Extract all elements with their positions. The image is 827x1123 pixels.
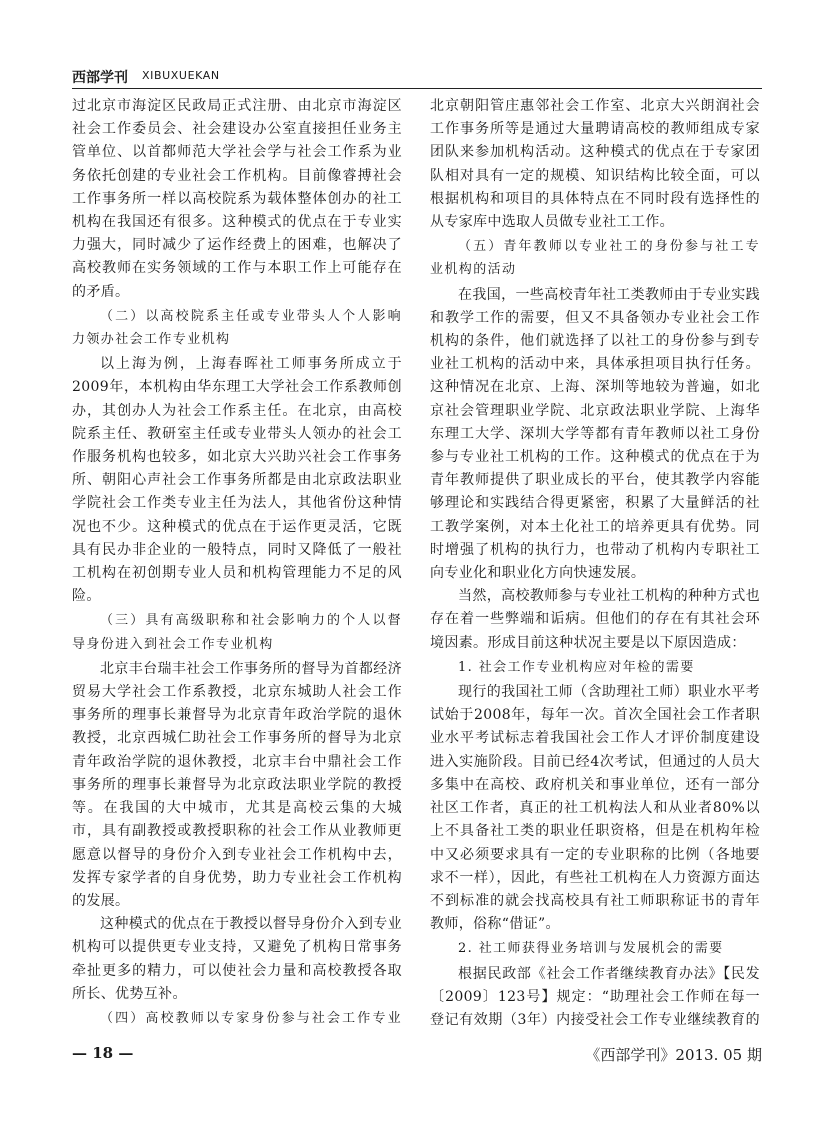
journal-name: 西部学刊 (72, 70, 128, 86)
section-subheading: 1. 社会工作专业机构应对年检的需要 (458, 659, 695, 675)
journal-issue: 《西部学刊》2013. 05 期 (585, 1046, 762, 1064)
section-subheading: 2. 社工师获得业务培训与发展机会的需要 (458, 941, 724, 957)
page-number: — 18 — (72, 1044, 134, 1062)
continued-paragraph: 过北京市海淀区民政局正式注册、由北京市海淀区社会工作委员会、社会建设办公室直接担任业务主管单位、以首都师范大学社会学与社会工作系为业务依托创建的专业社会工作机构。目前像睿搏社会工作事务所一样以高校院系为载体整体创办的社工机构在我国还有很多。这种模式的优点在于专业实力强大，同时减少了运作经费上的困难，也解决了高校教师在实务领域的工作与本职工作上可能存在的矛盾。 (72, 98, 402, 300)
journal-pinyin: XIBUXUEKAN (142, 69, 220, 82)
body-paragraph: 北京丰台瑞丰社会工作事务所的督导为首都经济贸易大学社会工作系教授，北京东城助人社会工作事务所的理事长兼督导为北京青年政治学院的退休教授，北京西城仁助社会工作事务所的督导为北京青年政治学院的退休教授，北京丰台中鼎社会工作事务所的理事长兼督导为北京政法职业学院的教授等。在我国的大中城市，尤其是高校云集的大城市，具有副教授或教授职称的社会工作从业教师更愿意以督导的身份介入到专业社会工作机构中去，发挥专家学者的自身优势，助力专业社会工作机构的发展。 (72, 660, 402, 909)
section-subheading: （五）青年教师以专业社工的身份参与社工专业机构的活动 (430, 239, 760, 278)
continued-paragraph: 北京朝阳管庄惠邻社会工作室、北京大兴朗润社会工作事务所等是通过大量聘请高校的教师组成专家团队来参加机构活动。这种模式的优点在于专家团队相对具有一定的规模、知识结构比较全面，可以根据机构和项目的具体特点在不同时段有选择性的从专家库中选取人员做专业社工工作。 (430, 98, 760, 231)
running-header (72, 66, 762, 89)
section-subheading: （四）高校教师以专家身份参与社会工作专业 (100, 1010, 402, 1026)
section-subheading: （三）具有高级职称和社会影响力的个人以督导身份进入到社会工作专业机构 (72, 613, 402, 652)
body-paragraph: 这种模式的优点在于教授以督导身份介入到专业机构可以提供更专业支持，又避免了机构日常事务牵扯更多的精力，可以使社会力量和高校教授各取所长、优势互补。 (72, 916, 402, 1002)
left-column (72, 95, 402, 1030)
body-paragraph: 根据民政部《社会工作者继续教育办法》【民发〔2009〕123号】规定：“助理社会工作师在每一登记有效期（3年）内接受社会工作专业继续教育的 (430, 965, 760, 1028)
section-subheading: （二）以高校院系主任或专业带头人个人影响力领办社会工作专业机构 (72, 308, 402, 348)
body-paragraph: 现行的我国社工师（含助理社工师）职业水平考试始于2008年，每年一次。首次全国社会工作者职业水平考试标志着我国社会工作人才评价制度建设进入实施阶段。目前已经4次考试，但通过的人员大多集中在高校、政府机关和事业单位，还有一部分社区工作者，真正的社工机构法人和从业者80%以上不具备社工类的职业任职资格，但是在机构年检中又必须要求具有一定的专业职称的比例（各地要求不一样），因此，有些社工机构在人力资源方面达不到标准的就会找高校具有社工师职称证书的青年教师，俗称“借证”。 (430, 684, 760, 933)
body-paragraph: 在我国，一些高校青年社工类教师由于专业实践和教学工作的需要，但又不具备领办专业社会工作机构的条件，他们就选择了以社工的身份参与到专业社工机构的活动中来，具体承担项目执行任务。这种情况在北京、上海、深圳等地较为普遍，如北京社会管理职业学院、北京政法职业学院、上海华东理工大学、深圳大学等都有青年教师以社工身份参与专业社工机构的工作。这种模式的优点在于为青年教师提供了职业成长的平台，使其教学内容能够理论和实践结合得更紧密，积累了大量鲜活的社工教学案例，对本土化社工的培养更具有优势。同时增强了机构的执行力，也带动了机构内专职社工向专业化和职业化方向快速发展。 (430, 286, 760, 582)
right-column (430, 95, 760, 1030)
body-paragraph: 当然，高校教师参与专业社工机构的种种方式也存在着一些弊端和诟病。但他们的存在有其社会环境因素。形成目前这种状况主要是以下原因造成： (430, 588, 760, 651)
body-paragraph: 以上海为例，上海春晖社工师事务所成立于2009年，本机构由华东理工大学社会工作系教师创办，其创办人为社会工作系主任。在北京，由高校院系主任、教研室主任或专业带头人领办的社会工作服务机构也较多，如北京大兴助兴社会工作事务所、朝阳心声社会工作事务所都是由北京政法职业学院社会工作类专业主任为法人，其他省份这种情况也不少。这种模式的优点在于运作更灵活，它既具有民办非企业的一般特点，同时又降低了一般社工机构在初创期专业人员和机构管理能力不足的风险。 (72, 356, 402, 605)
